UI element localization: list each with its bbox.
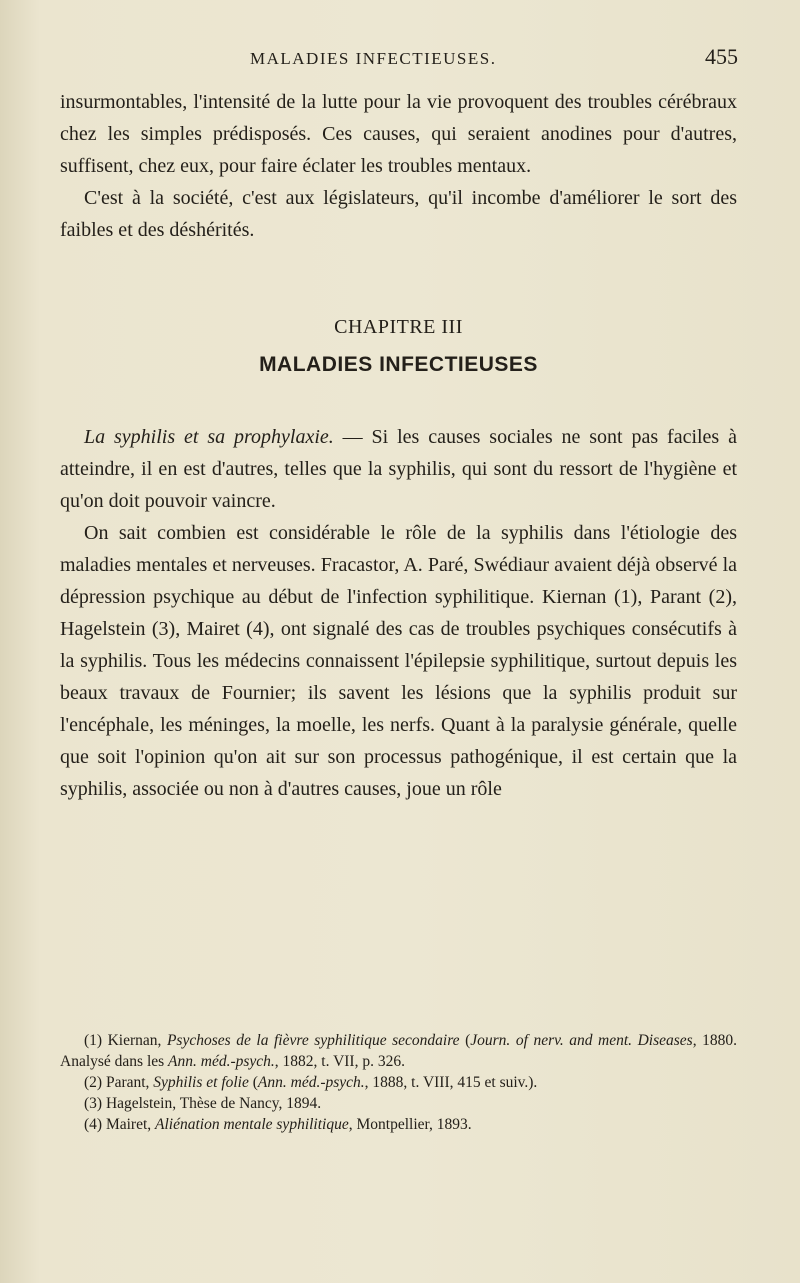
footnote-1-journal: Journ. of nerv. and ment. Diseases [470, 1032, 693, 1049]
running-head-title: MALADIES INFECTIEUSES. [250, 49, 497, 68]
chapter-title: MALADIES INFECTIEUSES [259, 353, 538, 376]
footnote-4 [60, 1114, 737, 1135]
intro-paragraph-1: insurmontables, l'intensité de la lutte pour la vie provoquent des troubles cérébraux chez les simples prédisposés. Ces causes, qui seraient anodines pour d'autres, suffisent, chez eux, pour faire éclater les troubles mentaux. [60, 91, 737, 177]
footnote-1-journal-2: Ann. méd.-psych. [168, 1053, 275, 1070]
footnote-2-journal: Ann. méd.-psych. [257, 1074, 365, 1091]
footnote-2-details: , 1888, t. VIII, 415 et suiv.). [364, 1074, 538, 1091]
section-paragraph-1-text: — Si les causes sociales ne sont pas faciles à atteindre, il en est d'autres, telles que la syphilis, qui sont du ressort de l'hygiène et qu'on doit pouvoir vaincre. [60, 426, 737, 512]
chapter-number: CHAPITRE III [334, 316, 463, 338]
footnote-1-paren: ( [459, 1032, 471, 1049]
footnote-1 [60, 1030, 737, 1072]
footnote-1-author: (1) Kiernan, [84, 1032, 167, 1049]
footnote-2 [60, 1072, 737, 1093]
footnote-1-details: , 1880. Analysé dans les [60, 1032, 738, 1070]
footnote-1-details-2: , 1882, t. VII, p. 326. [274, 1053, 405, 1070]
footnote-2-title: Syphilis et folie [153, 1074, 249, 1091]
intro-paragraph-2: C'est à la société, c'est aux législateurs, qu'il incombe d'améliorer le sort des faibles et des déshérités. [60, 187, 737, 241]
page-number: 455 [705, 44, 738, 69]
footnote-2-paren: ( [248, 1074, 258, 1091]
footnotes [60, 1030, 737, 1135]
footnote-4-details: , Montpellier, 1893. [348, 1116, 472, 1133]
section-paragraph-2: On sait combien est considérable le rôle de la syphilis dans l'étiologie des maladies mentales et nerveuses. Fracastor, A. Paré, Swédiaur avaient déjà observé la dépression psychique au début de l'infection syphilitique. Kiernan (1), Parant (2), Hagelstein (3), Mairet (4), ont signalé des cas de troubles psychiques consécutifs à la syphilis. Tous les médecins connaissent l'épilepsie syphilitique, surtout depuis les beaux travaux de Fournier; ils savent les lésions que la syphilis produit sur l'encéphale, les méninges, la moelle, les nerfs. Quant à la paralysie générale, quelle que soit l'opinion qu'on ait sur son processus pathogénique, il est certain que la syphilis, associée ou non à d'autres causes, joue un rôle [60, 522, 737, 800]
footnote-2-author: (2) Parant, [84, 1074, 154, 1091]
section-paragraph-1 [60, 421, 737, 517]
running-head [250, 44, 738, 70]
footnote-4-title: Aliénation mentale syphilitique [155, 1116, 349, 1133]
footnote-4-author: (4) Mairet, [84, 1116, 156, 1133]
footnote-3: (3) Hagelstein, Thèse de Nancy, 1894. [84, 1095, 322, 1112]
footnote-1-title: Psychoses de la fièvre syphilitique secondaire [166, 1032, 460, 1049]
main-text [60, 86, 737, 805]
section-heading: La syphilis et sa prophylaxie. [84, 426, 334, 448]
